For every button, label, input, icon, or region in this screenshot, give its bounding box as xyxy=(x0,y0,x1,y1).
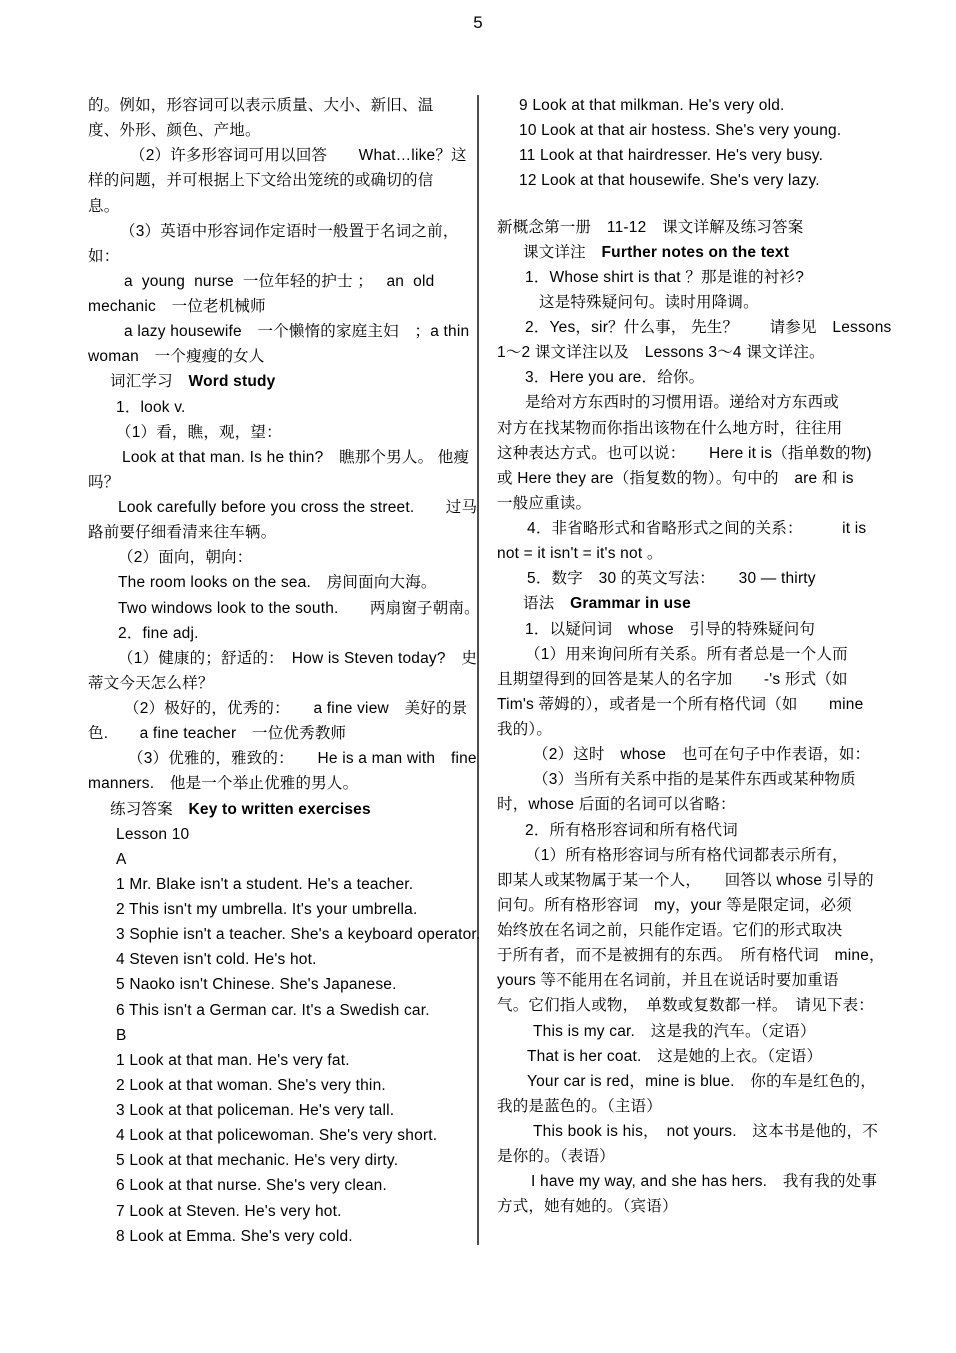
text-line xyxy=(88,545,474,570)
text-line xyxy=(88,872,474,897)
text-run: 12 Look at that housewife. She's very lazy. xyxy=(519,172,820,190)
text-line xyxy=(497,365,887,390)
text-line xyxy=(497,591,887,616)
text-line xyxy=(497,1119,887,1144)
text-line xyxy=(88,369,474,394)
text-run: 5 Look at that mechanic. He's very dirty. xyxy=(116,1152,399,1170)
bold-text-run: Word study xyxy=(188,373,276,391)
text-run: 是给对方东西时的习惯用语。递给对方东西或 xyxy=(525,394,840,412)
text-run: 时，whose 后面的名词可以省略： xyxy=(497,796,736,814)
text-run: 即某人或某物属于某一个人， 回答以 whose 引导的 xyxy=(497,871,874,889)
text-line xyxy=(88,143,474,168)
text-line xyxy=(497,993,887,1018)
text-line xyxy=(497,416,887,441)
text-run: 是你的。（表语） xyxy=(497,1148,615,1166)
text-line xyxy=(497,968,887,993)
text-line xyxy=(88,771,474,796)
text-run: a lazy housewife 一个懒惰的家庭主妇 ；a thin xyxy=(124,323,470,341)
text-line xyxy=(497,215,887,240)
text-line xyxy=(497,1044,887,1069)
text-line xyxy=(88,721,474,746)
blank-line xyxy=(497,194,887,215)
text-line xyxy=(497,717,887,742)
text-run: 气。它们指人或物， 单数或复数都一样。 请见下表： xyxy=(497,997,875,1015)
text-line xyxy=(88,998,474,1023)
text-run: That is her coat. 这是她的上衣。（定语） xyxy=(527,1047,823,1065)
text-line xyxy=(88,570,474,595)
text-line xyxy=(88,822,474,847)
text-line xyxy=(497,868,887,893)
text-run: Your car is red，mine is blue. 你的车是红色的， xyxy=(527,1072,876,1090)
text-run: B xyxy=(116,1026,127,1044)
text-run: The room looks on the sea. 房间面向大海。 xyxy=(118,574,437,592)
text-line xyxy=(88,495,478,520)
text-line xyxy=(497,240,887,265)
text-run: 蒂文今天怎么样？ xyxy=(88,674,214,692)
text-run: 2．Yes，sir？什么事， 先生？ 请参见 Lessons xyxy=(525,319,892,336)
text-line xyxy=(88,420,474,445)
text-run: 6 This isn't a German car. It's a Swedish car. xyxy=(116,1001,430,1019)
text-run: Two windows look to the south. 两扇窗子朝南。 xyxy=(118,599,480,617)
text-run: （2）面向，朝向： xyxy=(118,549,253,567)
text-line xyxy=(497,692,887,717)
text-line xyxy=(88,194,474,219)
text-line xyxy=(88,118,474,143)
text-line xyxy=(88,520,474,545)
text-run: 4 Steven isn't cold. He's hot. xyxy=(116,951,317,969)
text-run: 8 Look at Emma. She's very cold. xyxy=(116,1227,353,1245)
text-line xyxy=(88,922,481,947)
text-run: Look carefully before you cross the street. 过马 xyxy=(118,499,478,516)
text-run: 3 Sophie isn't a teacher. She's a keyboard operator. xyxy=(116,926,481,944)
text-line xyxy=(88,847,474,872)
left-column xyxy=(88,93,481,1249)
text-line xyxy=(497,667,887,692)
text-line xyxy=(497,441,887,466)
text-line xyxy=(497,491,887,516)
text-line xyxy=(497,843,887,868)
text-run: （3）优雅的，雅致的： He is a man with fine xyxy=(128,750,477,768)
text-run: 且期望得到的回答是某人的名字加 -'s 形式（如 xyxy=(497,670,848,688)
text-run: 2 Look at that woman. She's very thin. xyxy=(116,1076,386,1094)
text-line xyxy=(497,168,887,193)
text-run: 2．fine adj. xyxy=(118,624,199,642)
text-run: not = it isn't = it's not 。 xyxy=(497,545,663,563)
text-run: （2）许多形容词可用以回答 What…like？这 xyxy=(130,147,467,165)
right-column xyxy=(497,93,892,1220)
text-line xyxy=(497,340,887,365)
text-line xyxy=(88,93,474,118)
text-run: A xyxy=(116,850,127,868)
text-line xyxy=(88,1048,474,1073)
bold-text-run: Key to written exercises xyxy=(188,800,371,818)
text-run: 词汇学习 xyxy=(110,373,189,391)
text-line xyxy=(497,1069,887,1094)
text-run: 始终放在名词之前，只能作定语。它们的形式取决 xyxy=(497,922,843,939)
text-line xyxy=(88,1173,474,1198)
column-divider xyxy=(477,95,479,1245)
text-line xyxy=(88,621,474,646)
text-line xyxy=(88,395,474,420)
text-line xyxy=(497,1169,887,1194)
text-run: 色. a fine teacher 一位优秀教师 xyxy=(88,725,347,743)
text-line xyxy=(88,1123,474,1148)
text-line xyxy=(497,290,887,315)
text-run: 1．look v. xyxy=(116,398,186,416)
text-line xyxy=(497,792,887,817)
text-run: 10 Look at that air hostess. She's very young. xyxy=(519,122,842,140)
text-run: 3 Look at that policeman. He's very tall. xyxy=(116,1102,395,1119)
text-line xyxy=(88,1224,474,1249)
text-line xyxy=(497,93,887,118)
text-line xyxy=(497,918,887,943)
text-run: I have my way, and she has hers. 我有我的处事 xyxy=(531,1173,878,1191)
text-run: 4．非省略形式和省略形式之间的关系： it is xyxy=(527,520,867,537)
text-line xyxy=(88,1098,474,1123)
text-run: 或 Here they are（指复数的物）。句中的 are 和 is xyxy=(497,469,854,487)
text-run: 如： xyxy=(88,247,120,265)
text-line xyxy=(497,566,887,591)
text-line xyxy=(497,143,887,168)
text-run: 问句。所有格形容词 my，your 等是限定词，必须 xyxy=(497,896,852,914)
page-number: 5 xyxy=(473,13,483,32)
text-line xyxy=(497,118,887,143)
text-line xyxy=(88,1023,474,1048)
text-line xyxy=(88,797,474,822)
text-run: a young nurse 一位年轻的护士 ； an old xyxy=(124,272,435,290)
text-run: （2）极好的，优秀的： a fine view 美好的景 xyxy=(124,700,468,717)
text-line xyxy=(88,947,474,972)
text-run: This is my car. 这是我的汽车。（定语） xyxy=(533,1022,816,1040)
text-run: 1．Whose shirt is that ？那是谁的衬衫? xyxy=(525,268,805,286)
text-run: Look at that man. Is he thin? 瞧那个男人。 他瘦 xyxy=(122,448,470,466)
text-line xyxy=(497,818,887,843)
text-line xyxy=(88,972,474,997)
text-run: 息。 xyxy=(88,197,120,215)
text-line xyxy=(497,466,887,491)
text-run: 我的是蓝色的。（主语） xyxy=(497,1097,662,1115)
text-run: 4 Look at that policewoman. She's very short. xyxy=(116,1127,438,1145)
text-run: （2）这时 whose 也可在句子中作表语，如： xyxy=(533,746,871,764)
text-run: This book is his， not yours. 这本书是他的，不 xyxy=(533,1123,879,1140)
text-line xyxy=(88,319,474,344)
text-run: 课文详注 xyxy=(523,243,602,261)
text-run: Lesson 10 xyxy=(116,825,190,843)
text-run: 2 This isn't my umbrella. It's your umbrella. xyxy=(116,901,418,918)
text-line xyxy=(497,742,887,767)
text-line xyxy=(497,541,887,566)
text-run: 11 Look at that hairdresser. He's very busy. xyxy=(519,147,824,165)
text-line xyxy=(88,1148,474,1173)
text-run: 的。例如，形容词可以表示质量、大小、新旧、温 xyxy=(88,97,434,114)
text-run: 路前要仔细看清来往车辆。 xyxy=(88,524,277,542)
text-line xyxy=(88,897,474,922)
text-run: 这是特殊疑问句。读时用降调。 xyxy=(539,293,759,311)
text-run: 1～2 课文详注以及 Lessons 3～4 课文详注。 xyxy=(497,344,825,362)
text-run: （1）所有格形容词与所有格代词都表示所有， xyxy=(525,846,848,864)
text-run: 这种表达方式。也可以说： Here it is（指单数的物) xyxy=(497,444,872,462)
text-run: 6 Look at that nurse. She's very clean. xyxy=(116,1177,387,1195)
text-line xyxy=(497,1019,887,1044)
text-run: 方式，她有她的。（宾语） xyxy=(497,1198,678,1216)
text-run: 3．Here you are．给你。 xyxy=(525,369,705,387)
text-run: 于所有者，而不是被拥有的东西。 所有格代词 mine， xyxy=(497,947,885,965)
text-run: 吗？ xyxy=(88,473,120,491)
text-line xyxy=(497,265,887,290)
text-line xyxy=(88,746,477,771)
text-run: 2．所有格形容词和所有格代词 xyxy=(525,821,738,839)
text-run: yours 等不能用在名词前，并且在说话时要加重语 xyxy=(497,972,839,990)
text-run: （1）看，瞧，观，望： xyxy=(116,423,282,441)
text-run: mechanic 一位老机械师 xyxy=(88,298,266,315)
text-line xyxy=(88,269,474,294)
text-line xyxy=(88,219,474,244)
text-run: 练习答案 xyxy=(110,800,189,818)
text-run: 样的问题，并可根据上下文给出笼统的或确切的信 xyxy=(88,172,434,190)
text-line xyxy=(88,696,474,721)
text-run: （3）当所有关系中指的是某件东西或某种物质 xyxy=(533,771,856,789)
text-line xyxy=(88,596,480,621)
text-line xyxy=(497,1144,887,1169)
text-line xyxy=(88,294,474,319)
text-run: 9 Look at that milkman. He's very old. xyxy=(519,97,785,114)
text-run: 对方在找某物而你指出该物在什么地方时，往往用 xyxy=(497,419,843,437)
text-line xyxy=(88,1073,474,1098)
text-run: （3）英语中形容词作定语时一般置于名词之前， xyxy=(120,222,459,240)
bold-text-run: Further notes on the text xyxy=(601,243,790,261)
text-line xyxy=(88,168,474,193)
text-line xyxy=(88,646,478,671)
text-line xyxy=(497,617,887,642)
text-run: （1）健康的；舒适的： How is Steven today? 史 xyxy=(118,649,478,667)
text-run: 5 Naoko isn't Chinese. She's Japanese. xyxy=(116,976,397,994)
text-line xyxy=(497,642,887,667)
text-line xyxy=(88,1199,474,1224)
text-run: woman 一个瘦瘦的女人 xyxy=(88,348,265,366)
text-line xyxy=(88,344,474,369)
text-run: 7 Look at Steven. He's very hot. xyxy=(116,1202,342,1220)
text-run: （1）用来询问所有关系。所有者总是一个人而 xyxy=(525,645,848,663)
text-line xyxy=(497,1194,887,1219)
text-line xyxy=(497,767,887,792)
text-run: manners. 他是一个举止优雅的男人。 xyxy=(88,775,359,793)
text-run: 一般应重读。 xyxy=(497,494,592,512)
text-run: 5．数字 30 的英文写法： 30 — thirty xyxy=(527,570,816,588)
text-run: 度、外形、颜色、产地。 xyxy=(88,122,261,140)
text-run: 1．以疑问词 whose 引导的特殊疑问句 xyxy=(525,620,816,638)
text-line xyxy=(88,470,474,495)
text-run: Tim's 蒂姆的），或者是一个所有格代词（如 mine xyxy=(497,695,864,713)
text-line xyxy=(497,516,887,541)
text-line xyxy=(497,943,887,968)
text-run: 1 Mr. Blake isn't a student. He's a teacher. xyxy=(116,875,414,893)
text-line xyxy=(88,671,474,696)
text-run: 语法 xyxy=(523,595,571,613)
text-run: 新概念第一册 11-12 课文详解及练习答案 xyxy=(497,218,804,236)
text-line xyxy=(497,315,892,340)
text-line xyxy=(88,445,474,470)
text-line xyxy=(497,1094,887,1119)
text-line xyxy=(88,244,474,269)
text-run: 我的）。 xyxy=(497,721,553,738)
bold-text-run: Grammar in use xyxy=(570,595,691,613)
text-line xyxy=(497,893,887,918)
text-line xyxy=(497,390,887,415)
text-run: 1 Look at that man. He's very fat. xyxy=(116,1051,350,1069)
